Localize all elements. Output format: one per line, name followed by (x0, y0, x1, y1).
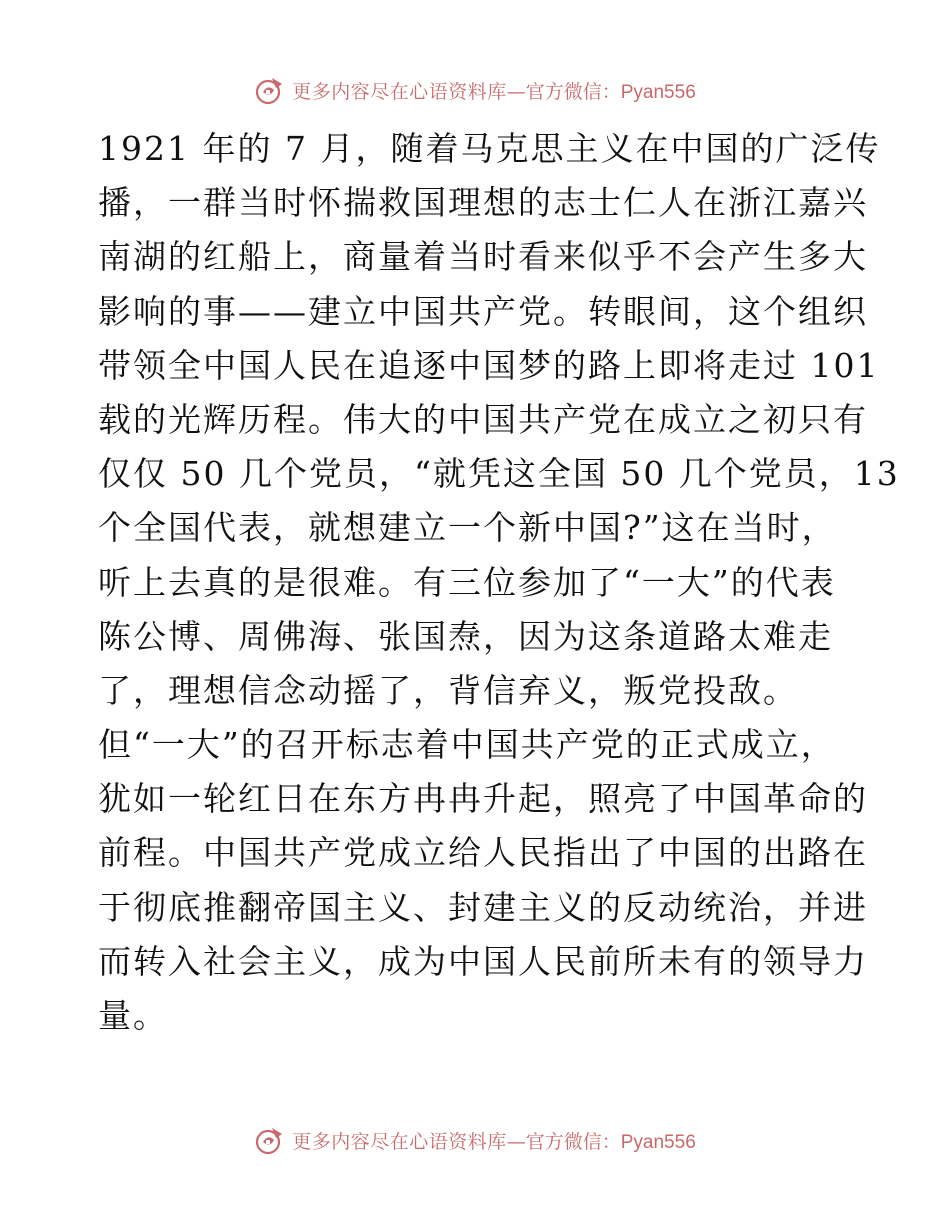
body-line: 而转入社会主义，成为中国人民前所未有的领导力 (98, 941, 868, 981)
library-logo-icon (254, 74, 286, 106)
watermark-main-text: 更多内容尽在心语资料库 (292, 80, 507, 103)
body-line: 陈公博、周佛海、张国焘，因为这条道路太难走 (98, 616, 833, 656)
body-line: 于彻底推翻帝国主义、封建主义的反动统治，并进 (98, 887, 868, 927)
library-logo-icon (254, 1124, 286, 1156)
article-body (98, 122, 900, 1043)
body-line: 量。 (98, 996, 168, 1035)
watermark-wechat-label: 官方微信： (525, 80, 621, 103)
watermark-main-text: 更多内容尽在心语资料库 (292, 1130, 507, 1153)
body-line: 南湖的红船上，商量着当时看来似乎不会产生多大 (98, 237, 868, 277)
body-line: 个全国代表，就想建立一个新中国?”这在当时， (98, 508, 837, 548)
body-line: 带领全中国人民在追逐中国梦的路上即将走过 101 (98, 345, 880, 385)
header-watermark (0, 70, 950, 110)
footer-watermark (0, 1120, 950, 1160)
body-line: 犹如一轮红日在东方冉冉升起，照亮了中国革命的 (98, 779, 868, 819)
body-line: 仅仅 50 几个党员，“就凭这全国 50 几个党员，13 (98, 454, 900, 494)
body-line: 前程。中国共产党成立给人民指出了中国的出路在 (98, 833, 868, 873)
body-line: 1921 年的 7 月，随着马克思主义在中国的广泛传 (98, 129, 881, 168)
watermark-wechat-label: 官方微信： (525, 1130, 621, 1153)
body-line: 影响的事——建立中国共产党。转眼间，这个组织 (98, 291, 868, 331)
watermark-wechat-handle: Pyan556 (620, 1131, 696, 1153)
watermark-wechat-handle: Pyan556 (620, 81, 696, 103)
body-line: 载的光辉历程。伟大的中国共产党在成立之初只有 (98, 399, 868, 439)
body-line: 播，一群当时怀揣救国理想的志士仁人在浙江嘉兴 (98, 183, 868, 223)
watermark-separator: — (506, 80, 526, 103)
body-line: 听上去真的是很难。有三位参加了“一大”的代表 (98, 562, 836, 602)
watermark-separator: — (506, 1130, 526, 1153)
body-line: 但“一大”的召开标志着中国共产党的正式成立， (98, 725, 836, 765)
body-line: 了，理想信念动摇了，背信弃义，叛党投敌。 (98, 670, 798, 710)
